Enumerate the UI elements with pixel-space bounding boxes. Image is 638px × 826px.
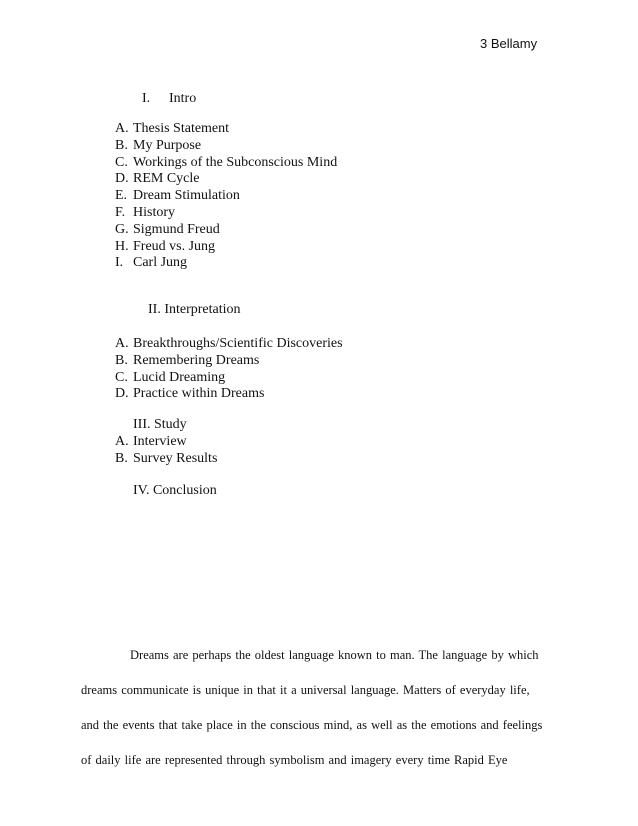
section-title: Interpretation bbox=[164, 302, 241, 317]
outline-item: D. Practice within Dreams bbox=[115, 386, 265, 402]
outline-list-intro bbox=[115, 121, 337, 272]
section-numeral: II. bbox=[148, 302, 161, 317]
outline-item: A. Breakthroughs/Scientific Discoveries bbox=[115, 336, 343, 351]
outline-item: B. Remembering Dreams bbox=[115, 352, 260, 368]
section-heading-interpretation bbox=[148, 302, 241, 318]
section-numeral: III. bbox=[133, 417, 151, 432]
outline-item: I. Carl Jung bbox=[115, 255, 188, 271]
outline-item: C. Lucid Dreaming bbox=[115, 369, 226, 385]
paragraph-line: dreams communicate is unique in that it a universal language. Matters of everyday life, bbox=[81, 683, 530, 697]
section-heading-conclusion bbox=[133, 483, 217, 499]
page-header bbox=[480, 36, 537, 51]
paragraph-line: and the events that take place in the conscious mind, as well as the emotions and feelings bbox=[81, 718, 543, 732]
outline-item: D. REM Cycle bbox=[115, 171, 200, 187]
outline-list-study bbox=[115, 434, 217, 468]
section-title: Study bbox=[154, 417, 187, 432]
outline-item: C. Workings of the Subconscious Mind bbox=[115, 154, 338, 170]
paragraph-line: of daily life are represented through symbolism and imagery every time Rapid Eye bbox=[81, 753, 508, 767]
body-paragraph bbox=[82, 645, 542, 785]
section-heading-intro bbox=[142, 91, 196, 107]
outline-item: A. Interview bbox=[115, 434, 187, 449]
section-title: Conclusion bbox=[152, 483, 217, 498]
outline-list-interpretation bbox=[115, 336, 343, 403]
outline-item: E. Dream Stimulation bbox=[115, 188, 240, 204]
outline-item: H. Freud vs. Jung bbox=[115, 238, 216, 254]
outline-item: B. My Purpose bbox=[115, 137, 202, 153]
paragraph-line: Dreams are perhaps the oldest language known to man. The language by which bbox=[130, 648, 539, 662]
section-numeral: I. bbox=[142, 91, 151, 106]
section-title: Intro bbox=[169, 91, 197, 106]
section-numeral: IV. bbox=[133, 483, 150, 498]
page-number-label: 3 Bellamy bbox=[480, 36, 538, 51]
section-heading-study bbox=[133, 417, 187, 433]
outline-item: B. Survey Results bbox=[115, 450, 218, 466]
outline-item: A. Thesis Statement bbox=[115, 121, 230, 136]
outline-item: G. Sigmund Freud bbox=[115, 221, 220, 237]
outline-item: F. History bbox=[115, 204, 175, 220]
